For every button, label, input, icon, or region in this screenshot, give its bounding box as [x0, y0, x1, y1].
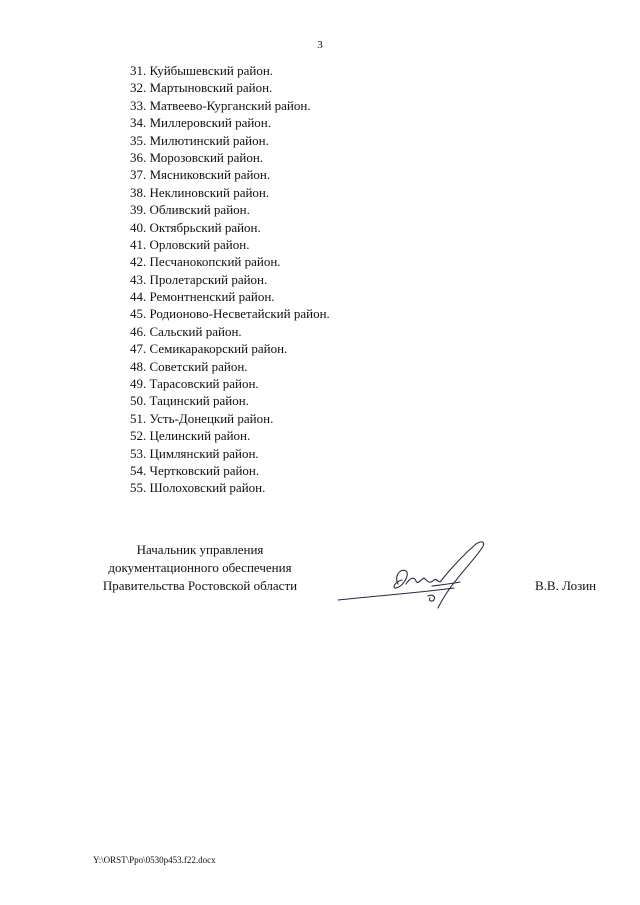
signer-title — [80, 541, 320, 595]
list-item: 39. Обливский район. — [130, 202, 250, 218]
list-item: 45. Родионово-Несветайский район. — [130, 306, 330, 322]
list-item: 53. Цимлянский район. — [130, 445, 259, 461]
list-item: 33. Матвеево-Курганский район. — [130, 97, 311, 113]
list-item: 31. Куйбышевский район. — [130, 63, 274, 78]
list-item: 52. Целинский район. — [130, 428, 251, 444]
file-path: Y:\ORST\Ppo\0530p453.f22.docx — [93, 855, 216, 865]
list-item: 37. Мясниковский район. — [130, 167, 271, 183]
handwritten-signature — [336, 538, 496, 610]
list-item: 35. Милютинский район. — [130, 132, 269, 148]
signer-title-line: Правительства Ростовской области — [102, 578, 298, 593]
list-item: 50. Тацинский район. — [130, 393, 249, 409]
list-item: 51. Усть-Донецкий район. — [130, 410, 274, 426]
list-item: 41. Орловский район. — [130, 236, 250, 252]
list-item: 42. Песчанокопский район. — [130, 254, 281, 270]
district-list — [130, 62, 330, 497]
list-item: 49. Тарасовский район. — [130, 376, 259, 392]
signer-title-line: документационного обеспечения — [108, 560, 292, 575]
list-item: 38. Неклиновский район. — [130, 184, 270, 200]
list-item: 47. Семикаракорский район. — [130, 341, 288, 357]
list-item: 54. Чертковский район. — [130, 462, 260, 478]
list-item: 48. Советский район. — [130, 358, 248, 374]
list-item: 44. Ремонтненский район. — [130, 289, 275, 305]
list-item: 34. Миллеровский район. — [130, 115, 272, 131]
list-item: 43. Пролетарский район. — [130, 271, 268, 287]
list-item: 46. Сальский район. — [130, 323, 242, 339]
list-item: 55. Шолоховский район. — [130, 480, 266, 496]
list-item: 32. Мартыновский район. — [130, 80, 273, 96]
page-number: 3 — [317, 39, 323, 51]
signer-name: В.В. Лозин — [535, 578, 597, 593]
list-item: 36. Морозовский район. — [130, 149, 264, 165]
signer-title-line: Начальник управления — [136, 542, 264, 557]
list-item: 40. Октябрьский район. — [130, 219, 261, 235]
